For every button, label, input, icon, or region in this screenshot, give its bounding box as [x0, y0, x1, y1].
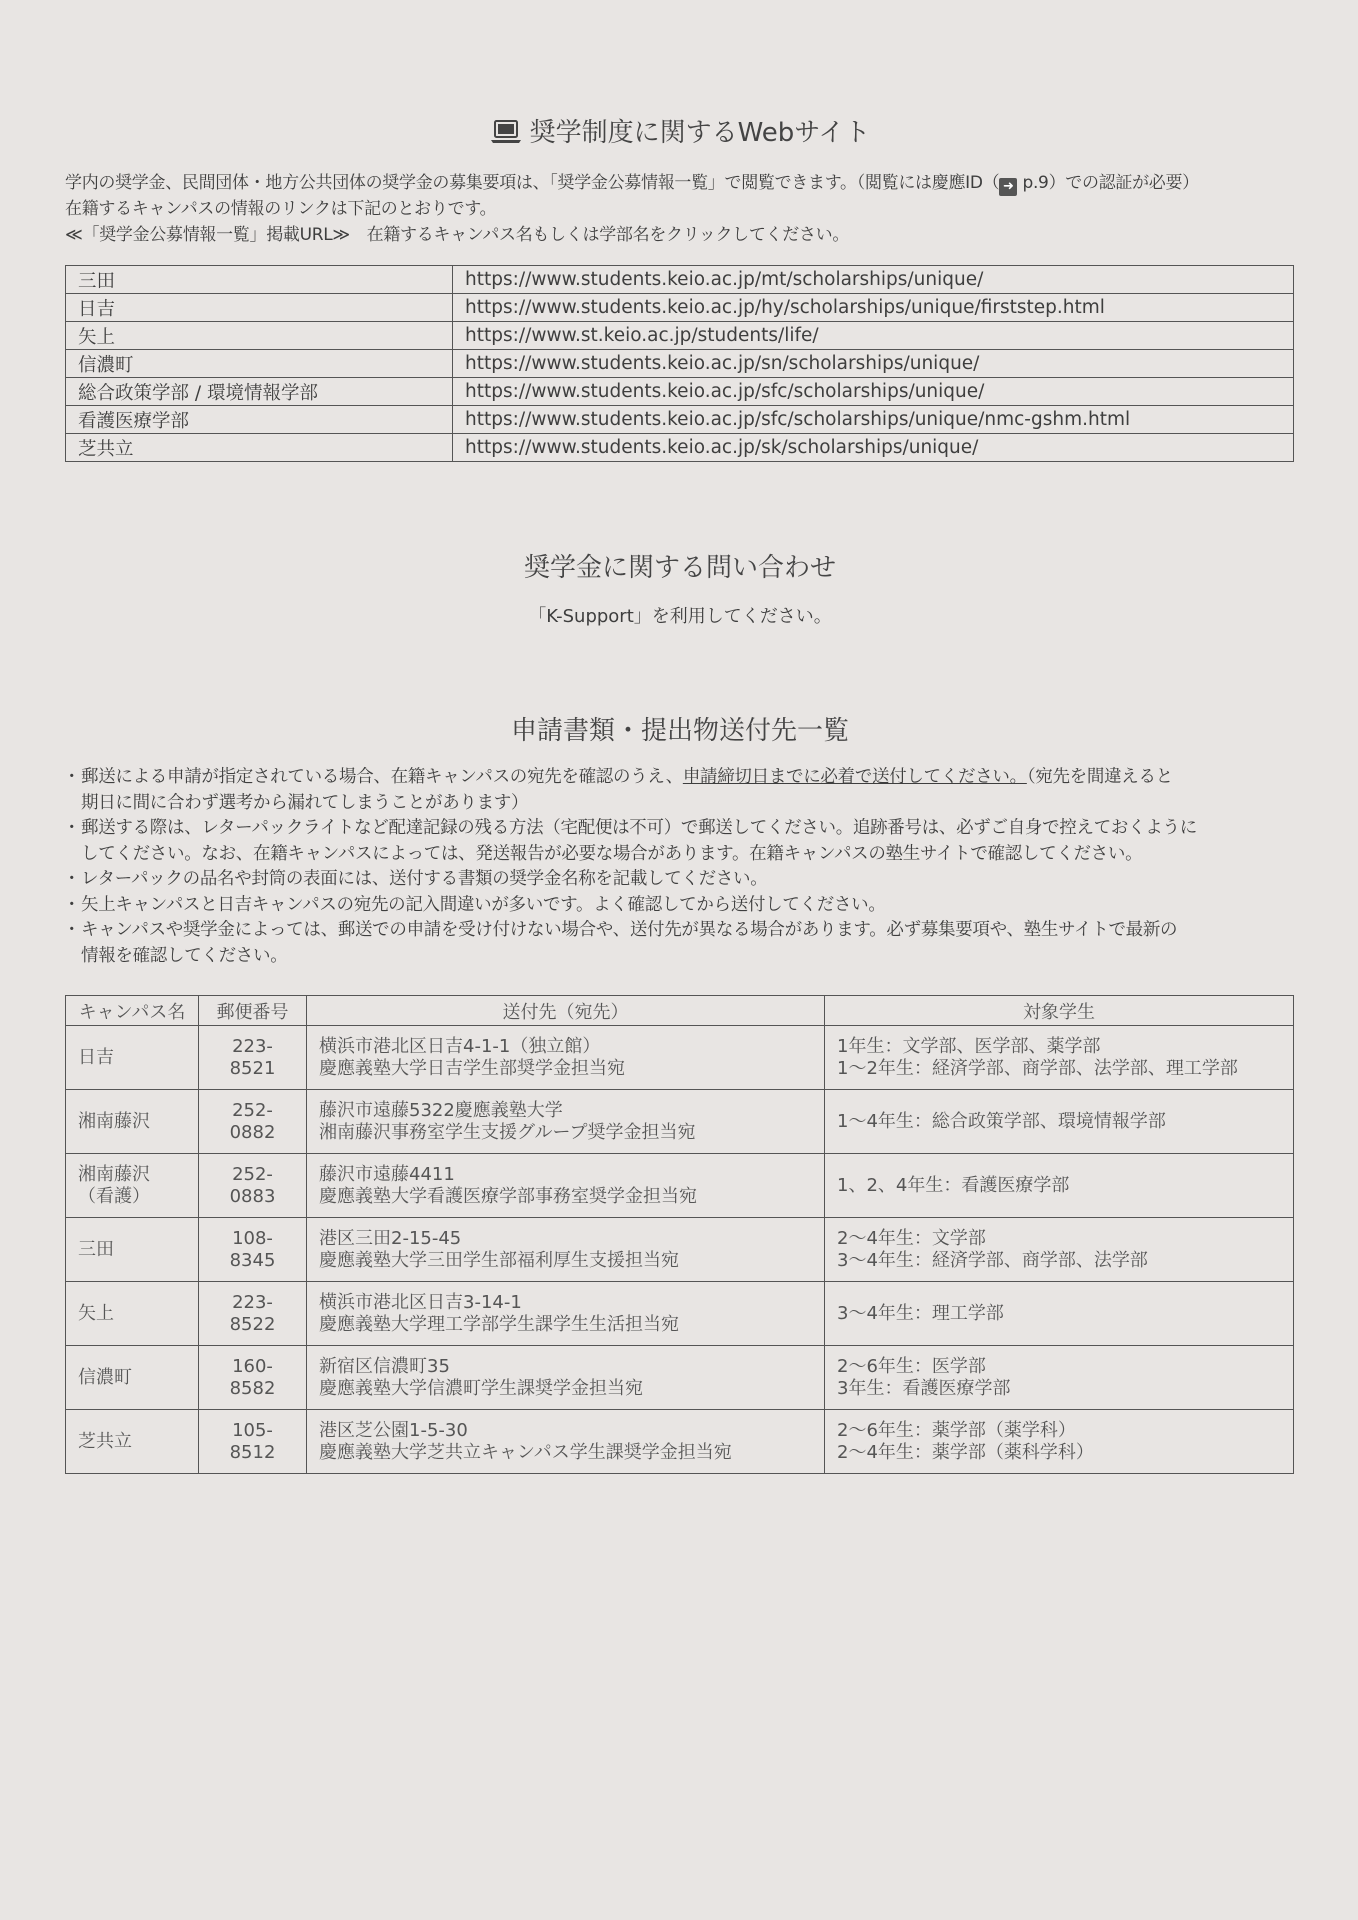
note-item: ・ 郵送する際は、レターパックライトなど配達記録の残る方法（宅配便は不可）で郵送してください。追跡番号は、必ずご自身で控えておくように してください。なお、在籍キャンパスによっては、発送報告が必要な場合があります。在籍キャンパスの塾生サイトで確認してください。 [65, 816, 1305, 867]
campus-link[interactable]: 総合政策学部 / 環境情報学部 [66, 378, 453, 406]
campus-link[interactable]: 芝共立 [66, 434, 453, 462]
intro-line-2: 在籍するキャンパスの情報のリンクは下記のとおりです。 [65, 199, 497, 219]
zip-cell: 223-8522 [199, 1282, 307, 1346]
address-row [66, 1346, 1294, 1410]
target-cell: 2～6年生：医学部 3年生：看護医療学部 [825, 1346, 1294, 1410]
url-link[interactable]: https://www.students.keio.ac.jp/mt/scholarships/unique/ [453, 266, 1294, 294]
web-section-title-text: 奨学制度に関するWebサイト [529, 118, 871, 148]
url-row [66, 266, 1294, 294]
address-cell: 横浜市港北区日吉4-1-1（独立館） 慶應義塾大学日吉学生部奨学金担当宛 [307, 1026, 825, 1090]
campus-cell: 矢上 [66, 1282, 199, 1346]
url-row [66, 406, 1294, 434]
zip-cell: 105-8512 [199, 1410, 307, 1474]
campus-cell: 湘南藤沢 （看護） [66, 1154, 199, 1218]
note-item: ・ 矢上キャンパスと日吉キャンパスの宛先の記入間違いが多いです。よく確認してから送付してください。 [65, 893, 1305, 919]
campus-link[interactable]: 矢上 [66, 322, 453, 350]
url-row [66, 294, 1294, 322]
zip-cell: 108-8345 [199, 1218, 307, 1282]
url-link[interactable]: https://www.students.keio.ac.jp/sfc/scholarships/unique/ [453, 378, 1294, 406]
header-address: 送付先（宛先） [307, 996, 825, 1026]
target-cell: 1年生：文学部、医学部、薬学部 1～2年生：経済学部、商学部、法学部、理工学部 [825, 1026, 1294, 1090]
campus-cell: 芝共立 [66, 1410, 199, 1474]
url-link[interactable]: https://www.students.keio.ac.jp/sk/scholarships/unique/ [453, 434, 1294, 462]
address-table [65, 995, 1294, 1474]
campus-link[interactable]: 日吉 [66, 294, 453, 322]
inquiry-text: 「K-Support」を利用してください。 [528, 606, 832, 627]
note-item: ・ 郵送による申請が指定されている場合、在籍キャンパスの宛先を確認のうえ、申請締切日までに必着で送付してください。（宛先を間違えると 期日に間に合わず選考から漏れてしまうことがあります） [65, 765, 1305, 816]
url-row [66, 434, 1294, 462]
zip-cell: 223-8521 [199, 1026, 307, 1090]
intro-line-1: 学内の奨学金、民間団体・地方公共団体の奨学金の募集要項は、「奨学金公募情報一覧」で閲覧できます。（閲覧には慶應ID（ ➜ p.9）での認証が必要） [65, 173, 1199, 194]
zip-cell: 160-8582 [199, 1346, 307, 1410]
url-link[interactable]: https://www.students.keio.ac.jp/sn/scholarships/unique/ [453, 350, 1294, 378]
address-cell: 港区三田2-15-45 慶應義塾大学三田学生部福利厚生支援担当宛 [307, 1218, 825, 1282]
url-link[interactable]: https://www.students.keio.ac.jp/sfc/scholarships/unique/nmc-gshm.html [453, 406, 1294, 434]
campus-cell: 日吉 [66, 1026, 199, 1090]
campus-cell: 信濃町 [66, 1346, 199, 1410]
campus-cell: 三田 [66, 1218, 199, 1282]
zip-cell: 252-0883 [199, 1154, 307, 1218]
target-cell: 2～6年生：薬学部（薬学科） 2～4年生：薬学部（薬科学科） [825, 1410, 1294, 1474]
intro-line-3: ≪「奨学金公募情報一覧」掲載URL≫ 在籍するキャンパス名もしくは学部名をクリックしてください。 [65, 225, 850, 245]
web-intro [65, 170, 1305, 248]
header-campus: キャンパス名 [66, 996, 199, 1026]
campus-link[interactable]: 信濃町 [66, 350, 453, 378]
address-row [66, 1282, 1294, 1346]
address-table-header [66, 996, 1294, 1026]
header-zip: 郵便番号 [199, 996, 307, 1026]
target-cell: 1～4年生：総合政策学部、環境情報学部 [825, 1090, 1294, 1154]
url-row [66, 350, 1294, 378]
web-section-title [65, 112, 1295, 152]
address-cell: 藤沢市遠藤4411 慶應義塾大学看護医療学部事務室奨学金担当宛 [307, 1154, 825, 1218]
arrow-right-icon: ➜ [999, 178, 1017, 196]
address-row [66, 1026, 1294, 1090]
url-link[interactable]: https://www.st.keio.ac.jp/students/life/ [453, 322, 1294, 350]
note-item: ・ キャンパスや奨学金によっては、郵送での申請を受け付けない場合や、送付先が異なる場合があります。必ず募集要項や、塾生サイトで最新の 情報を確認してください。 [65, 918, 1305, 969]
campus-link[interactable]: 三田 [66, 266, 453, 294]
target-cell: 2～4年生：文学部 3～4年生：経済学部、商学部、法学部 [825, 1218, 1294, 1282]
address-row [66, 1090, 1294, 1154]
address-row [66, 1154, 1294, 1218]
campus-cell: 湘南藤沢 [66, 1090, 199, 1154]
address-cell: 新宿区信濃町35 慶應義塾大学信濃町学生課奨学金担当宛 [307, 1346, 825, 1410]
note-item: ・ レターパックの品名や封筒の表面には、送付する書類の奨学金名称を記載してください。 [65, 867, 1305, 893]
target-cell: 3～4年生：理工学部 [825, 1282, 1294, 1346]
address-row [66, 1410, 1294, 1474]
campus-link[interactable]: 看護医療学部 [66, 406, 453, 434]
url-table [65, 265, 1294, 462]
zip-cell: 252-0882 [199, 1090, 307, 1154]
address-cell: 藤沢市遠藤5322慶應義塾大学 湘南藤沢事務室学生支援グループ奨学金担当宛 [307, 1090, 825, 1154]
send-section-title: 申請書類・提出物送付先一覧 [510, 716, 849, 746]
address-cell: 横浜市港北区日吉3-14-1 慶應義塾大学理工学部学生課学生生活担当宛 [307, 1282, 825, 1346]
url-row [66, 378, 1294, 406]
address-row [66, 1218, 1294, 1282]
inquiry-title: 奨学金に関する問い合わせ [523, 553, 836, 583]
notes-list [65, 765, 1305, 969]
url-row [66, 322, 1294, 350]
target-cell: 1、2、4年生：看護医療学部 [825, 1154, 1294, 1218]
url-link[interactable]: https://www.students.keio.ac.jp/hy/scholarships/unique/firststep.html [453, 294, 1294, 322]
header-target: 対象学生 [825, 996, 1294, 1026]
laptop-icon [490, 119, 522, 152]
address-cell: 港区芝公園1-5-30 慶應義塾大学芝共立キャンパス学生課奨学金担当宛 [307, 1410, 825, 1474]
